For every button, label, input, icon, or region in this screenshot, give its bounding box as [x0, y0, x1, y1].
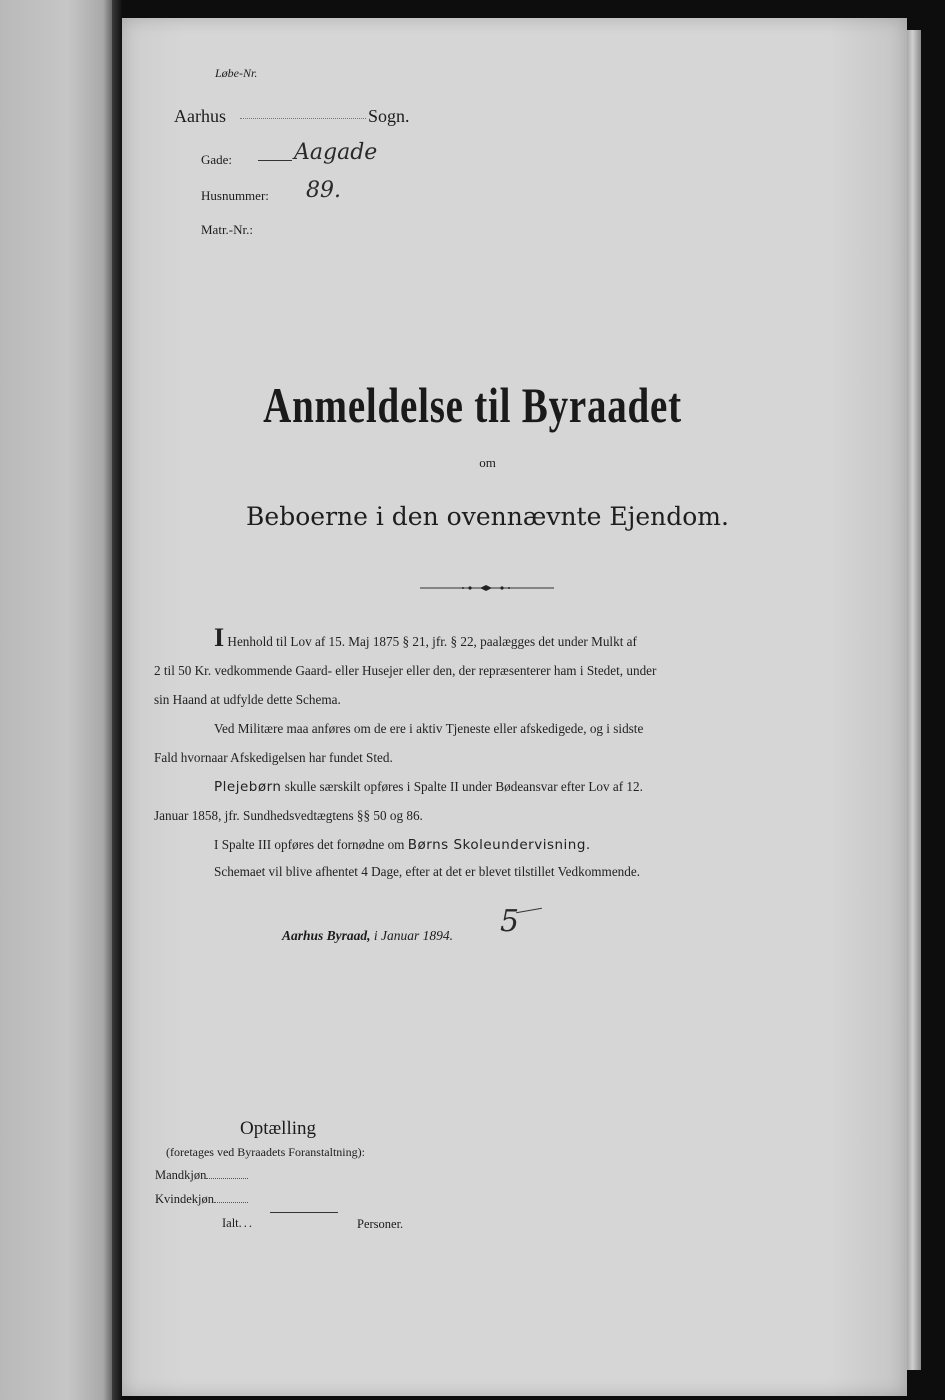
- women-label: Kvindekjøn: [155, 1192, 215, 1206]
- total-label: Ialt: [222, 1216, 239, 1230]
- count-heading: Optælling: [240, 1118, 317, 1139]
- paragraph-1-line-2: 2 til 50 Kr. vedkommende Gaard- eller Husejer eller den, der repræsenterer ham i Stedet, under: [154, 663, 657, 678]
- paragraph-4-text: I Spalte III opføres det fornødne om: [214, 837, 405, 852]
- women-dots: [214, 1202, 248, 1203]
- paragraph-4: [214, 831, 591, 859]
- total-dots: ...: [238, 1216, 255, 1230]
- street-value-handwritten: Aagade: [294, 140, 378, 165]
- men-dots: [206, 1178, 248, 1179]
- paragraph-1-line-3: sin Haand at udfylde dette Schema.: [154, 692, 341, 707]
- ornamental-rule: [420, 582, 554, 594]
- street-label: Gade:: [201, 152, 233, 167]
- lobe-nr-label: Løbe-Nr.: [215, 66, 258, 80]
- paragraph-3-line-2: Januar 1858, jfr. Sundhedsvedtægtens §§ 50 og 86.: [154, 808, 423, 823]
- document-subtitle: Beboerne i den ovennævnte Ejendom.: [246, 502, 729, 531]
- men-row: [155, 1168, 248, 1183]
- matr-nr-label: Matr.-Nr.:: [201, 222, 253, 237]
- page-stack-edge: [907, 30, 921, 1370]
- issue-date: i Januar 1894.: [373, 928, 454, 943]
- house-number-label: Husnummer:: [201, 188, 269, 203]
- persons-label: Personer.: [357, 1217, 404, 1231]
- sum-line: [270, 1212, 338, 1213]
- book-gutter: [112, 0, 122, 1400]
- paragraph-2-line-2: Fald hvornaar Afskedigelsen har fundet Sted.: [154, 750, 393, 765]
- document-title: Anmeldelse til Byraadet: [263, 377, 682, 433]
- street-handwritten-dash: [258, 160, 292, 161]
- parish-suffix: Sogn.: [368, 106, 410, 126]
- men-label: Mandkjøn: [155, 1168, 207, 1182]
- paragraph-1-text: Henhold til Lov af 15. Maj 1875 § 21, jfr. § 22, paalægges det under Mulkt af: [227, 634, 637, 649]
- parish-dotted-line: [240, 118, 366, 119]
- paragraph-3-line-1: [214, 773, 643, 801]
- paragraph-1-line-1: [214, 623, 637, 655]
- paragraph-2-line-1: Ved Militære maa anføres om de ere i aktiv Tjeneste eller afskedigede, og i sidste: [214, 721, 644, 736]
- total-row: [222, 1216, 254, 1231]
- previous-page-edge: [0, 0, 112, 1400]
- parish-name: Aarhus: [174, 106, 226, 126]
- title-connector: om: [479, 455, 496, 470]
- handwritten-year-correction: 5: [500, 904, 520, 939]
- issuer-name: Aarhus Byraad,: [282, 928, 371, 943]
- count-note: (foretages ved Byraadets Foranstaltning):: [166, 1145, 365, 1159]
- emphasis-school: Børns Skoleundervisning.: [407, 837, 591, 853]
- paragraph-3-text: skulle særskilt opføres i Spalte II under Bødeansvar efter Lov af 12.: [284, 779, 643, 794]
- house-number-value-handwritten: 89.: [306, 178, 341, 203]
- emphasis-plejeborn: Plejebørn: [214, 779, 282, 795]
- drop-initial: I: [214, 623, 225, 652]
- paragraph-5: Schemaet vil blive afhentet 4 Dage, efter at det er blevet tilstillet Vedkommende.: [214, 864, 641, 879]
- women-row: [155, 1192, 248, 1207]
- issuer-date-line: [282, 928, 453, 944]
